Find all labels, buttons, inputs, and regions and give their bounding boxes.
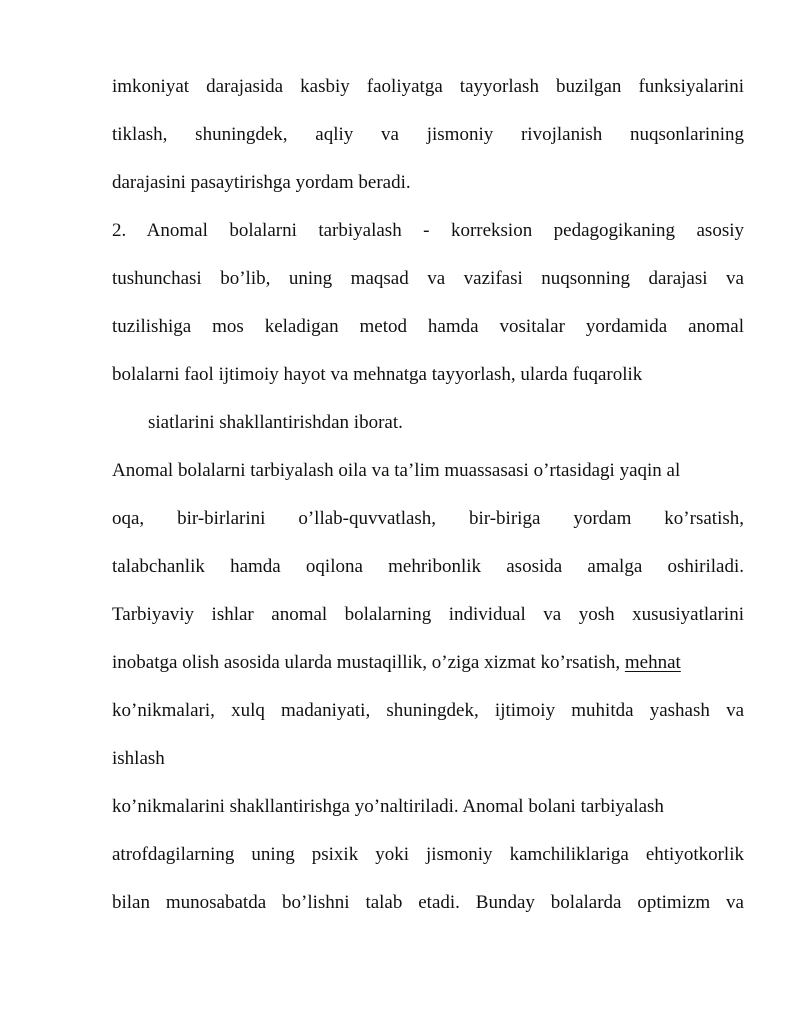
text-line-8: siatlarini shakllantirishdan iborat. [148,412,403,433]
text-line-14: ko’nikmalari, xulq madaniyati, shuningdek, ijtimoiy muhitda yashash va [112,700,744,721]
text-line-13 [112,649,744,677]
text-line-12: Tarbiyaviy ishlar anomal bolalarning individual va yosh xususiyatlarini [112,604,744,625]
text-line-11: talabchanlik hamda oqilona mehribonlik asosida amalga oshiriladi. [112,556,744,577]
text-line-7: bolalarni faol ijtimoiy hayot va mehnatga tayyorlash, ularda fuqarolik [112,364,643,385]
text-line-5: tushunchasi bo’lib, uning maqsad va vazifasi nuqsonning darajasi va [112,268,744,289]
text-line-2: tiklash, shuningdek, aqliy va jismoniy rivojlanish nuqsonlarining [112,124,744,145]
text-line-17: atrofdagilarning uning psixik yoki jismoniy kamchiliklariga ehtiyotkorlik [112,844,744,865]
text-line-18: bilan munosabatda bo’lishni talab etadi. Bunday bolalarda optimizm va [112,892,744,913]
text-line-13-main: inobatga olish asosida ularda mustaqillik, o’ziga xizmat ko’rsatish, [112,652,625,673]
text-line-16: ko’nikmalarini shakllantirishga yo’naltiriladi. Anomal bolani tarbiyalash [112,796,664,817]
text-line-1: imkoniyat darajasida kasbiy faoliyatga tayyorlash buzilgan funksiyalarini [112,76,744,97]
text-line-9: Anomal bolalarni tarbiyalash oila va ta’lim muassasasi o’rtasidagi yaqin al [112,460,681,481]
underlined-word: mehnat [624,652,681,673]
text-line-3: darajasini pasaytirishga yordam beradi. [112,172,411,193]
text-line-4: 2. Anomal bolalarni tarbiyalash - korreksion pedagogikaning asosiy [112,220,744,241]
text-line-6: tuzilishiga mos keladigan metod hamda vositalar yordamida anomal [112,316,744,337]
text-line-15: ishlash [112,748,165,769]
text-line-10: oqa, bir-birlarini o’llab-quvvatlash, bir-biriga yordam ko’rsatish, [112,508,744,529]
